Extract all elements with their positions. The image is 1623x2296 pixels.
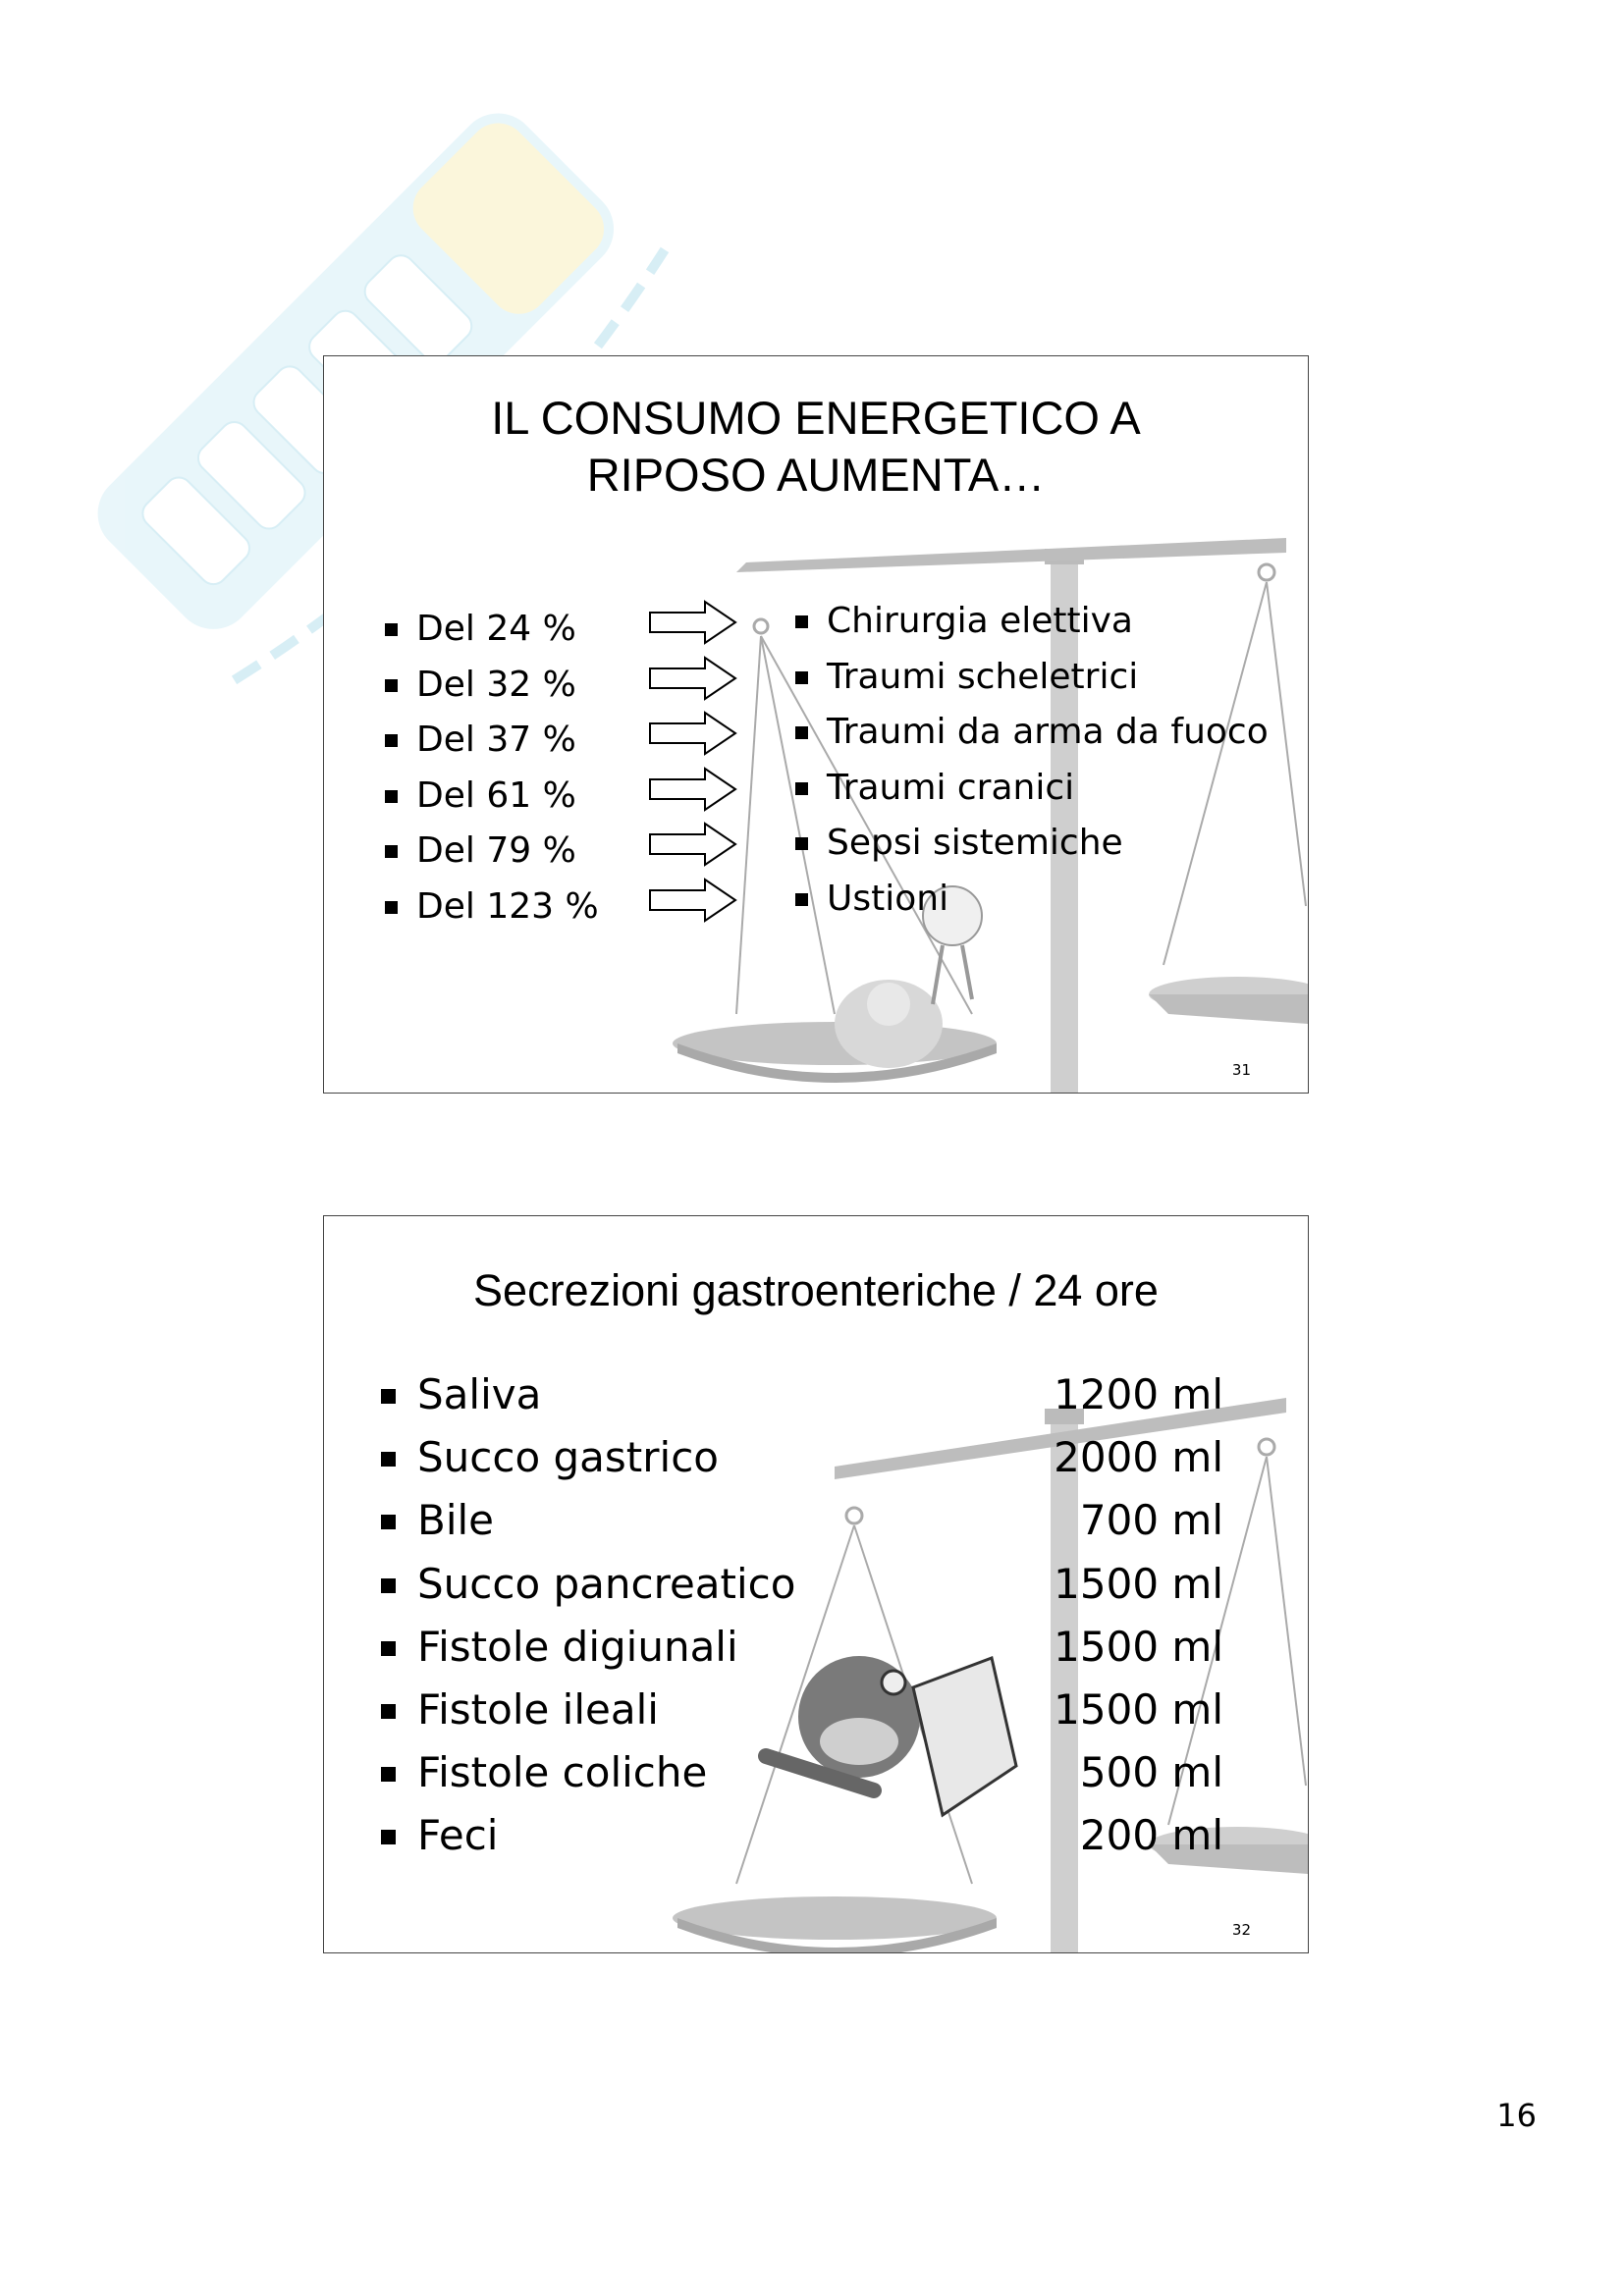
list-item: Ustioni (795, 872, 1269, 928)
row-label: Saliva (417, 1370, 542, 1418)
bullet-icon (381, 1452, 396, 1467)
right-arrow-icon (648, 877, 738, 924)
table-row (381, 1679, 1265, 1741)
slide-title: Secrezioni gastroenteriche / 24 ore (473, 1265, 1159, 1315)
list-item: Sepsi sistemiche (795, 816, 1269, 872)
row-value: 1500 ml (1054, 1622, 1223, 1671)
row-value: 700 ml (1079, 1496, 1223, 1545)
row-value: 200 ml (1079, 1811, 1223, 1860)
list-item: Del 79 % (385, 824, 599, 880)
slide-number: 32 (1231, 1921, 1251, 1939)
row-value: 500 ml (1079, 1748, 1223, 1797)
bullet-icon (381, 1704, 396, 1719)
right-arrow-icon (648, 710, 738, 757)
bullet-icon (385, 734, 398, 747)
row-label: Succo gastrico (417, 1433, 719, 1482)
bullet-icon (385, 845, 398, 858)
row-label: Fistole digiunali (417, 1622, 738, 1671)
list-item: Del 32 % (385, 658, 599, 714)
right-arrow-icon (648, 655, 738, 702)
row-label: Bile (417, 1496, 494, 1545)
bullet-icon (381, 1578, 396, 1593)
title-line-2: RIPOSO AUMENTA… (586, 449, 1046, 501)
bullet-icon (795, 837, 808, 850)
list-item: Del 123 % (385, 880, 599, 935)
bullet-icon (795, 893, 808, 906)
list-item: Traumi scheletrici (795, 650, 1269, 706)
list-item: Del 24 % (385, 602, 599, 658)
bullet-icon (381, 1830, 396, 1844)
bullet-icon (385, 679, 398, 692)
table-row (381, 1741, 1265, 1804)
slide-title (324, 390, 1308, 504)
row-value: 1200 ml (1054, 1370, 1223, 1418)
bullet-icon (385, 623, 398, 636)
table-row (381, 1553, 1265, 1616)
table-row (381, 1363, 1265, 1426)
row-label: Fistole coliche (417, 1748, 708, 1797)
arrow-column (648, 599, 738, 932)
table-row (381, 1804, 1265, 1867)
slide-gastro-secretions (323, 1215, 1309, 1953)
bullet-icon (381, 1641, 396, 1656)
row-value: 1500 ml (1054, 1684, 1223, 1734)
row-label: Succo pancreatico (417, 1559, 796, 1608)
slide-energy-expenditure (323, 355, 1309, 1094)
row-value: 1500 ml (1054, 1559, 1223, 1608)
list-item: Del 61 % (385, 769, 599, 825)
table-row (381, 1489, 1265, 1552)
table-row (381, 1616, 1265, 1679)
list-item: Del 37 % (385, 713, 599, 769)
secretion-list (381, 1363, 1265, 1868)
list-item: Traumi cranici (795, 761, 1269, 817)
title-line-1: IL CONSUMO ENERGETICO A (491, 392, 1141, 444)
bullet-icon (795, 782, 808, 795)
row-label: Feci (417, 1811, 499, 1860)
list-item: Chirurgia elettiva (795, 594, 1269, 650)
condition-list (795, 594, 1269, 927)
bullet-icon (381, 1389, 396, 1404)
bullet-icon (381, 1767, 396, 1782)
list-item: Traumi da arma da fuoco (795, 705, 1269, 761)
increase-list (385, 602, 599, 934)
bullet-icon (385, 901, 398, 914)
right-arrow-icon (648, 766, 738, 813)
bullet-icon (795, 671, 808, 684)
table-row (381, 1426, 1265, 1489)
row-label: Fistole ileali (417, 1684, 659, 1734)
page-number: 16 (1496, 2097, 1537, 2134)
bullet-icon (795, 615, 808, 628)
bullet-icon (385, 790, 398, 803)
right-arrow-icon (648, 821, 738, 868)
row-value: 2000 ml (1054, 1433, 1223, 1482)
slide-number: 31 (1231, 1061, 1251, 1079)
bullet-icon (795, 726, 808, 739)
right-arrow-icon (648, 599, 738, 646)
bullet-icon (381, 1515, 396, 1529)
